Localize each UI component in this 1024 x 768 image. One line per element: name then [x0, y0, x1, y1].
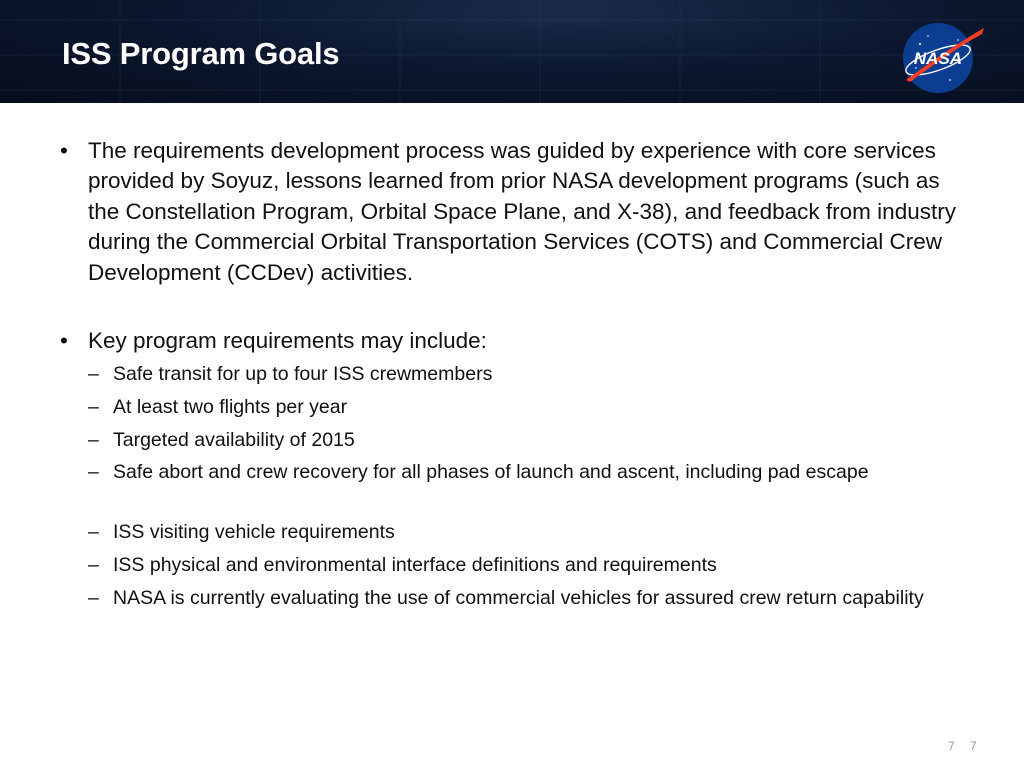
sub-bullet-text: Safe transit for up to four ISS crewmembers	[113, 363, 493, 385]
page-number: 7 7	[948, 739, 983, 753]
sub-bullet-marker: –	[88, 363, 99, 385]
sub-bullet-text: NASA is currently evaluating the use of commercial vehicles for assured crew return capability	[113, 587, 924, 609]
sub-bullet-marker: –	[88, 396, 99, 418]
sub-bullet-text: ISS visiting vehicle requirements	[113, 521, 395, 543]
sub-bullet-marker: –	[88, 461, 99, 483]
bullet-marker: •	[60, 138, 68, 163]
sub-bullet-marker: –	[88, 429, 99, 451]
sub-bullet-text: Targeted availability of 2015	[113, 429, 355, 451]
sub-bullet-text: At least two flights per year	[113, 396, 348, 418]
sub-bullet-marker: –	[88, 554, 99, 576]
header-bar	[0, 0, 1024, 103]
bullet-text: The requirements development process was guided by experience with core services provided by Soyuz, lessons learned from prior NASA development programs (such as the Constellation Program, Orbital Space Plane, and X-38), and feedback from industry during the Commercial Orbital Transportation Services (COTS) and Commercial Crew Development (CCDev) activities.	[88, 138, 956, 285]
sub-bullet-marker: –	[88, 587, 99, 609]
page-title: ISS Program Goals	[62, 36, 340, 71]
svg-text:NASA: NASA	[913, 49, 963, 68]
bullet-marker: •	[60, 328, 68, 353]
bullet-text: Key program requirements may include:	[88, 328, 487, 353]
sub-bullet-text: Safe abort and crew recovery for all phases of launch and ascent, including pad escape	[113, 461, 869, 483]
sub-bullet-marker: –	[88, 521, 99, 543]
nasa-logo	[898, 18, 986, 98]
sub-bullet-text: ISS physical and environmental interface definitions and requirements	[113, 554, 717, 576]
